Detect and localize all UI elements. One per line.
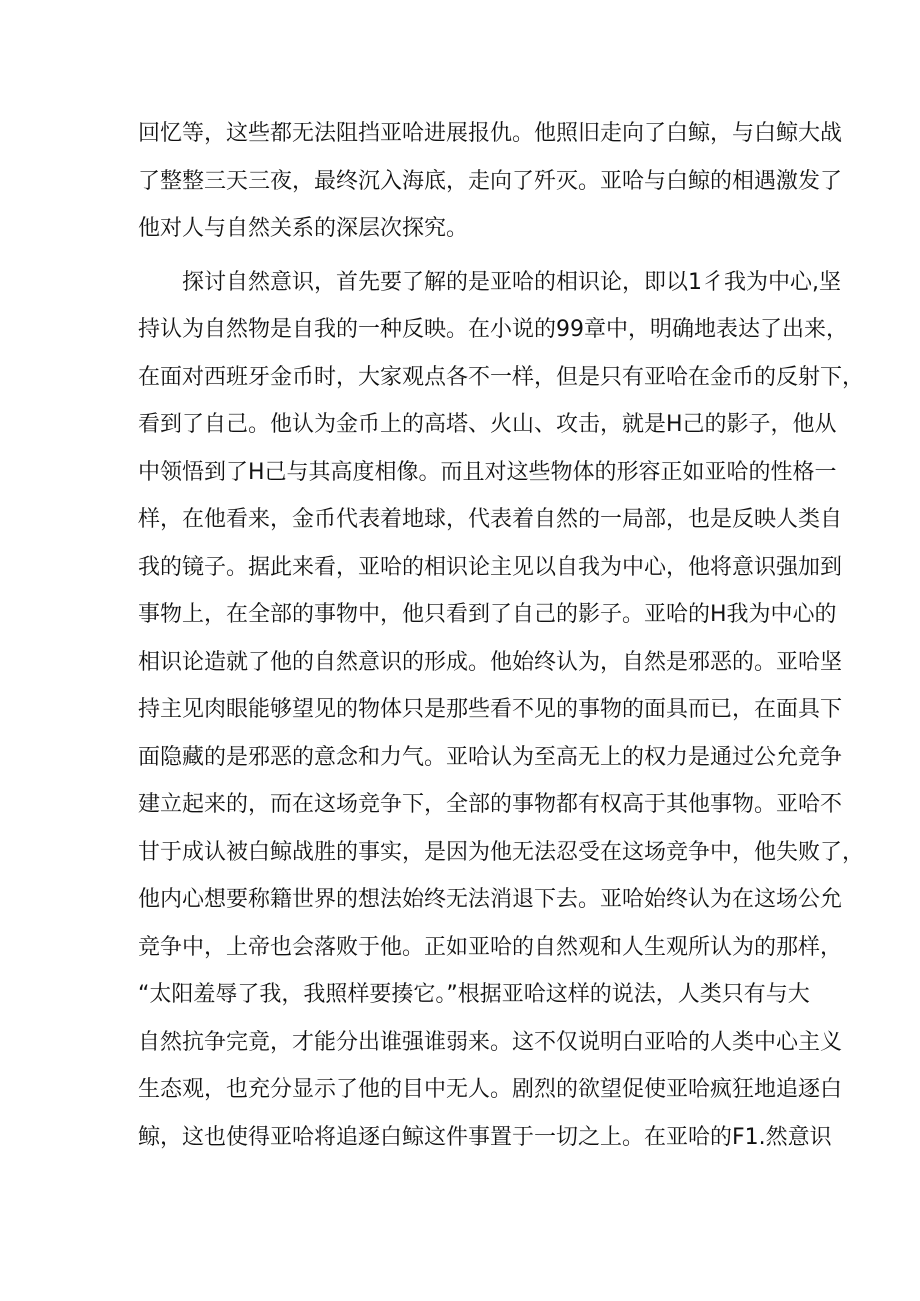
text-line: 建立起来的，而在这场竞争下，全部的事物都有权高于其他事物。亚哈不 xyxy=(138,792,843,817)
text-line: 持主见肉眼能够望见的物体只是那些看不见的事物的面具而已，在面具下 xyxy=(138,697,843,722)
text-line: “太阳羞辱了我，我照样要揍它。”根据亚哈这样的说法，人类只有与大 xyxy=(138,982,810,1007)
text-line: 自然抗争完竟，才能分出谁强谁弱来。这不仅说明白亚哈的人类中心主义 xyxy=(138,1029,843,1055)
text-line: 看到了自己。他认为金币上的高塔、火山、攻击，就是H己的影子，他从 xyxy=(138,412,837,437)
text-line: 探讨自然意识，首先要了解的是亚哈的相识论，即以1彳我为中心,坚 xyxy=(182,269,841,295)
text-line: 了整整三天三夜，最终沉入海底，走向了歼灭。亚哈与白鲸的相遇激发了 xyxy=(138,168,843,194)
text-line: 样，在他看来，金币代表着地球，代表着自然的一局部，也是反映人类自 xyxy=(138,507,843,532)
text-line xyxy=(138,1161,798,1209)
text-line: 事物上，在全部的事物中，他只看到了自己的影子。亚哈的H我为中心的 xyxy=(138,602,837,627)
paragraph-2 xyxy=(138,259,865,1209)
text-line: 他对人与自然关系的深层次探究。 xyxy=(138,216,469,241)
text-line: 鲸，这也使得亚哈将追逐白鲸这件事置于一切之上。在亚哈的F1.然意识 xyxy=(138,1124,832,1150)
text-line: 我的镜子。据此来看，亚哈的相识论主见以自我为中心，他将意识强加到 xyxy=(138,554,843,580)
text-line: 中领悟到了H己与其高度相像。而且对这些物体的形容正如亚哈的性格一 xyxy=(138,459,837,485)
text-line: 面隐藏的是邪恶的意念和力气。亚哈认为至高无上的权力是通过公允竞争 xyxy=(138,744,843,770)
text-line: 持认为自然物是自我的一种反映。在小说的99章中，明确地表达了出来， xyxy=(138,317,848,342)
body-text xyxy=(138,110,865,1209)
text-line: 他内心想要称籍世界的想法始终无法消退下去。亚哈始终认为在这场公允 xyxy=(138,887,843,912)
text-line: 生态观，也充分显示了他的目中无人。剧烈的欲望促使亚哈疯狂地追逐白 xyxy=(138,1077,843,1102)
text-line: 竞争中，上帝也会落败于他。正如亚哈的自然观和人生观所认为的那样， xyxy=(138,934,843,960)
text-line: 回忆等，这些都无法阻挡亚哈进展报仇。他照旧走向了白鲸，与白鲸大战 xyxy=(138,121,843,146)
text-line: 相识论造就了他的自然意识的形成。他始终认为，自然是邪恶的。亚哈坚 xyxy=(138,649,843,675)
paragraph-1 xyxy=(138,110,843,253)
text-line: 甘于成认被白鲸战胜的事实，是因为他无法忍受在这场竞争中，他失败了， xyxy=(138,839,865,865)
text-line: 在面对西班牙金币时，大家观点各不一样，但是只有亚哈在金币的反射下， xyxy=(138,364,865,390)
